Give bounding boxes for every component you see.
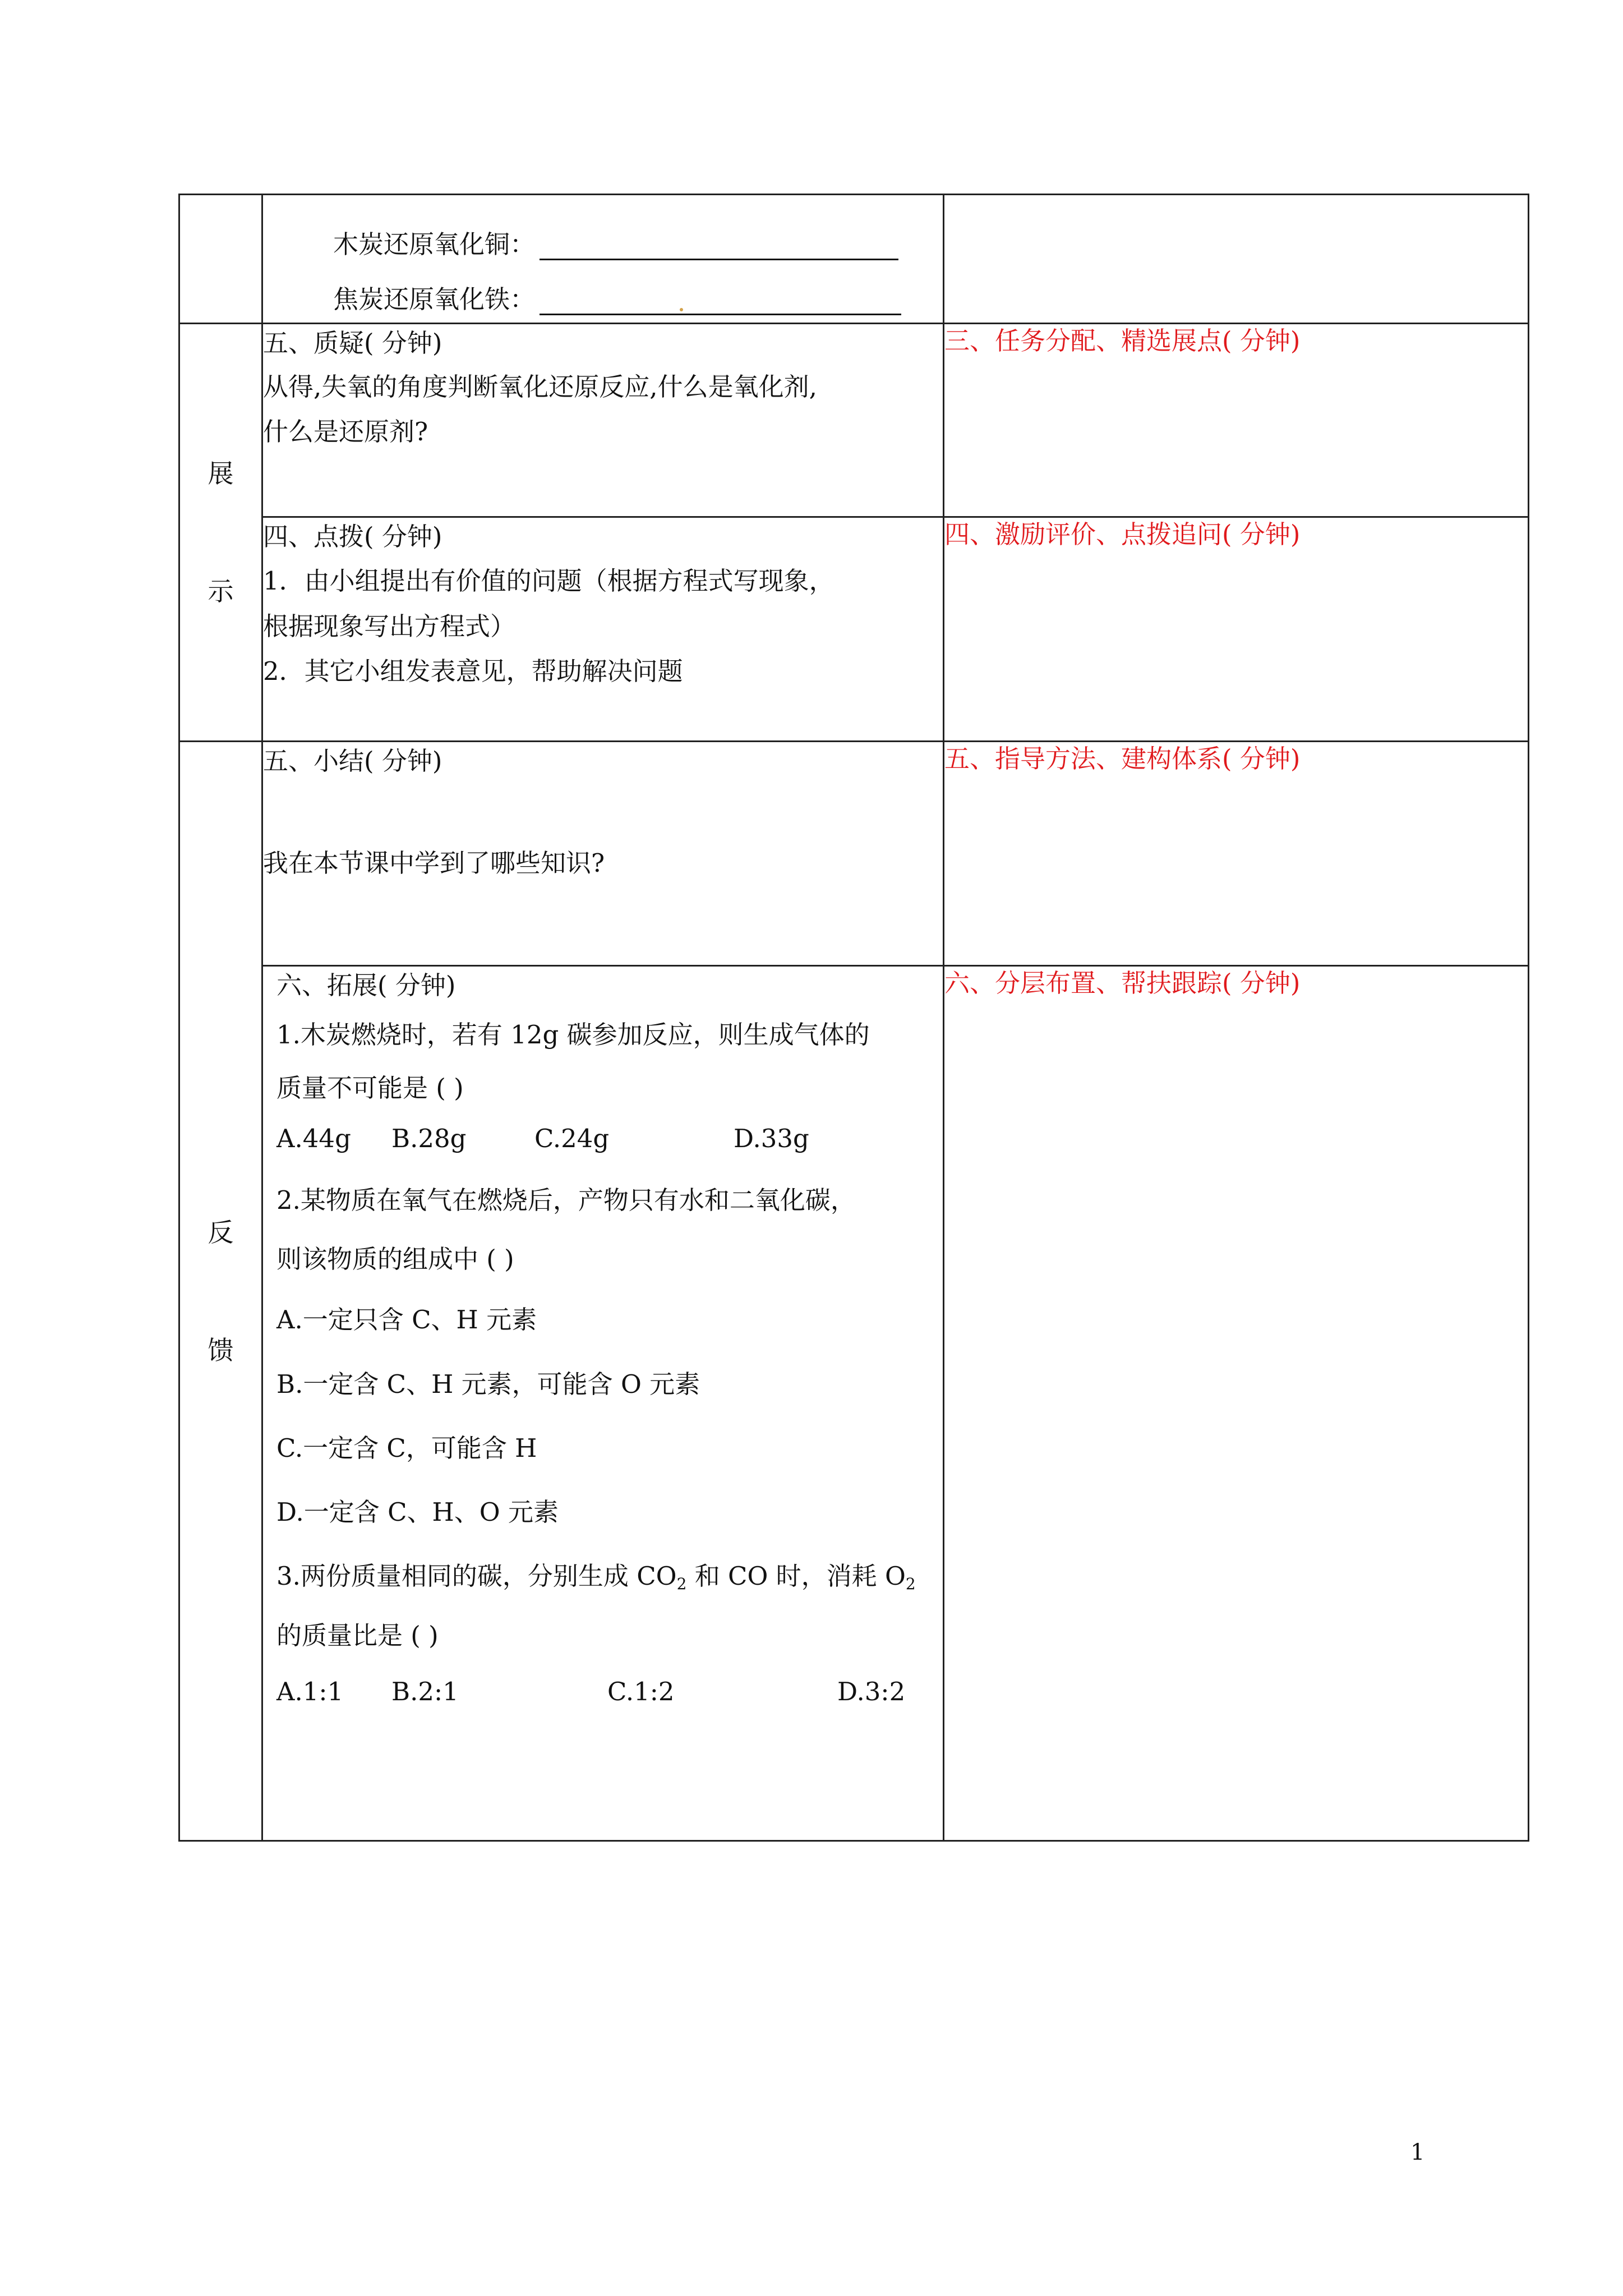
guidance-text-1: 1．由小组提出有价值的问题（根据方程式写现象，: [263, 566, 834, 596]
extension-row: [179, 966, 1529, 1841]
question-row: [179, 324, 1529, 517]
q3-line-1: [276, 1544, 943, 1616]
side-label-feedback: [179, 742, 262, 1841]
answer-blank-1[interactable]: [540, 253, 898, 260]
q2-option-a: A.一定只含 C、H 元素: [276, 1305, 537, 1335]
question-title: 五、质疑( 分钟): [263, 328, 442, 358]
q1-option-b: B.28g: [391, 1124, 467, 1153]
side-label-show: [179, 324, 262, 742]
stray-dot: [680, 308, 683, 311]
q3-text-b: 和 CO 时，消耗 O: [686, 1561, 906, 1591]
charcoal-copper-line: [333, 205, 943, 260]
teacher-method: 五、指导方法、建构体系( 分钟): [944, 742, 1529, 966]
equations-row: [179, 195, 1529, 324]
q2-option-d: D.一定含 C、H、O 元素: [276, 1497, 559, 1527]
q2-line-1: 2.某物质在氧气在燃烧后，产物只有水和二氧化碳，: [276, 1185, 856, 1215]
q3-line-2: 的质量比是 ( ): [276, 1621, 439, 1650]
summary-cell: [262, 742, 944, 966]
q1-line-1: 1.木炭燃烧时，若有 12g 碳参加反应，则生成气体的: [276, 1020, 870, 1050]
page-number: 1: [1410, 2139, 1425, 2165]
q2-line-2: 则该物质的组成中 ( ): [276, 1244, 514, 1274]
teacher-layered-assignment: 六、分层布置、帮扶跟踪( 分钟): [944, 966, 1529, 1841]
question-text-1: 从得,失氧的角度判断氧化还原反应,什么是氧化剂,: [263, 372, 817, 402]
q3-option-b: B.2:1: [391, 1677, 459, 1706]
summary-question: 我在本节课中学到了哪些知识?: [263, 848, 605, 878]
question-text-2: 什么是还原剂?: [263, 417, 428, 447]
side-char-shi: 示: [208, 576, 234, 606]
q3-text-a: 3.两份质量相同的碳，分别生成 CO: [276, 1561, 677, 1591]
lesson-plan-table: [178, 194, 1529, 1842]
extension-title: 六、拓展( 分钟): [276, 970, 456, 1000]
teacher-evaluation: 四、激励评价、点拨追问( 分钟): [944, 517, 1529, 742]
q3-option-c: C.1:2: [607, 1677, 675, 1706]
q3-subscript-1: 2: [676, 1575, 687, 1593]
q2-option-b: B.一定含 C、H 元素，可能含 O 元素: [276, 1369, 700, 1399]
q3-option-a: A.1:1: [276, 1677, 344, 1706]
q3-option-d: D.3:2: [837, 1677, 906, 1706]
guidance-text-2: 根据现象写出方程式）: [263, 611, 516, 641]
q1-option-d: D.33g: [734, 1124, 809, 1153]
side-char-kui: 馈: [208, 1335, 234, 1365]
guidance-cell: [262, 517, 944, 742]
q3-options: [276, 1655, 943, 1728]
summary-row: [179, 742, 1529, 966]
q1-options: [276, 1108, 943, 1170]
answer-blank-2[interactable]: [540, 308, 901, 315]
side-cell-empty: [179, 195, 262, 324]
guidance-text-3: 2．其它小组发表意见，帮助解决问题: [263, 656, 683, 686]
teacher-task-allocation: 三、任务分配、精选展点( 分钟): [944, 324, 1529, 517]
q1-option-c: C.24g: [534, 1124, 610, 1153]
charcoal-copper-label: 木炭还原氧化铜：: [333, 229, 536, 259]
side-char-fan: 反: [208, 1217, 234, 1248]
q2-option-c: C.一定含 C，可能含 H: [276, 1433, 537, 1463]
q3-subscript-2: 2: [905, 1575, 916, 1593]
q1-line-2: 质量不可能是 ( ): [276, 1073, 464, 1103]
teacher-cell-empty: [944, 195, 1529, 324]
summary-title: 五、小结( 分钟): [263, 746, 442, 776]
coke-iron-label: 焦炭还原氧化铁：: [333, 284, 536, 314]
question-cell: [262, 324, 944, 517]
q1-option-a: A.44g: [276, 1124, 351, 1153]
guidance-title: 四、点拨( 分钟): [263, 522, 442, 551]
guidance-row: [179, 517, 1529, 742]
side-char-zhan: 展: [208, 458, 234, 489]
extension-cell: [262, 966, 944, 1841]
coke-iron-line: [333, 260, 943, 315]
equations-cell: [262, 195, 944, 324]
